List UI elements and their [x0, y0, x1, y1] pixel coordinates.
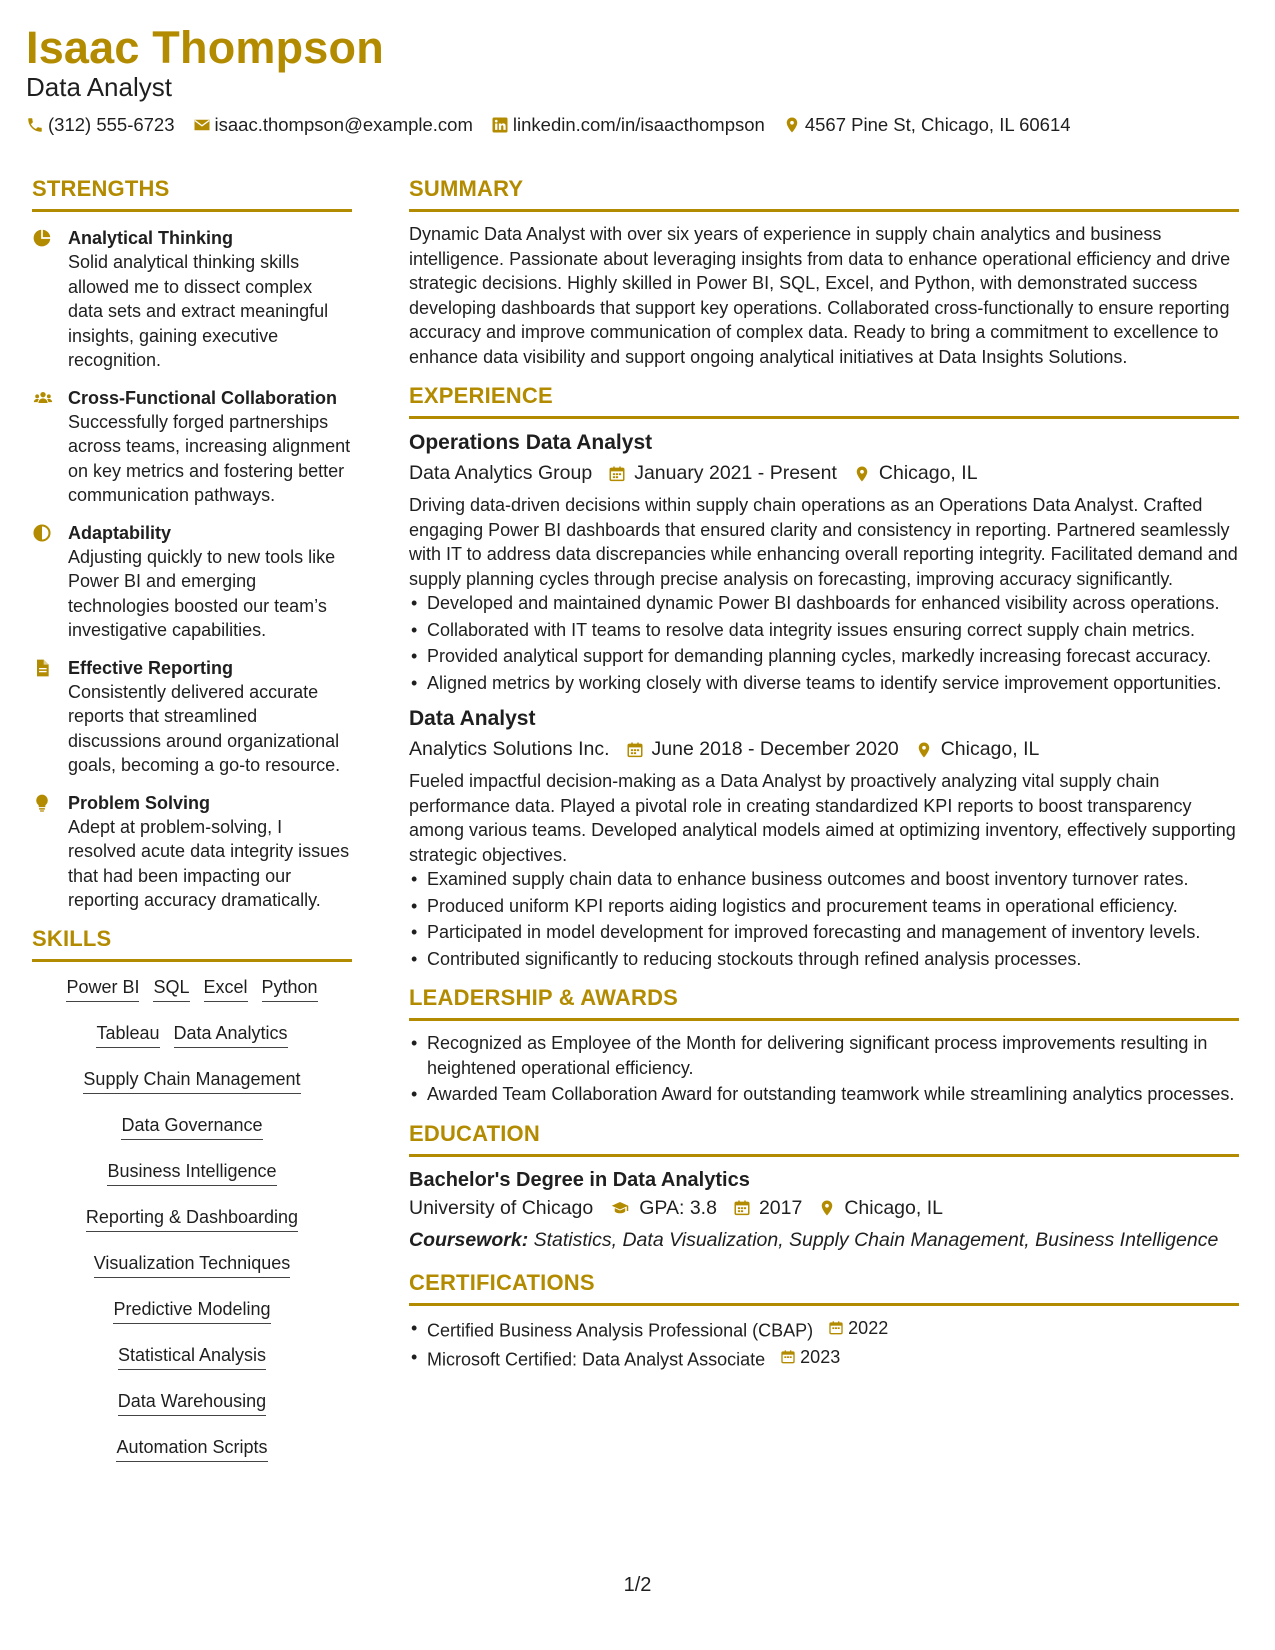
school-name: University of Chicago	[409, 1196, 594, 1219]
certification-year: 2023	[800, 1346, 841, 1367]
half-circle-icon	[32, 523, 52, 543]
summary-text: Dynamic Data Analyst with over six years of experience in supply chain analytics and business intelligence. Passionate about leveraging insights from data to enhance operational efficiency and drive strategic decisions. Highly skilled in Power BI, SQL, Excel, and Python, with demonstrated success developing dashboards that support key operations. Collaborated cross-functionally to ensure reporting accuracy and improve communication of complex data. Ready to bring a commitment to excellence to enhance data visibility and support ongoing analytical initiatives at Data Insights Solutions.	[409, 224, 1231, 367]
left-column	[32, 176, 352, 1482]
envelope-icon	[193, 116, 211, 134]
strengths-list	[32, 222, 352, 913]
skill-tag: Data Warehousing	[118, 1390, 266, 1416]
job-entry	[409, 705, 1239, 971]
award-item: • Recognized as Employee of the Month for delivering significant process improvements resulting in heightened operational efficiency.	[409, 1031, 1239, 1080]
job-bullet: • Produced uniform KPI reports aiding logistics and procurement teams in operational efficiency.	[409, 894, 1239, 919]
strength-desc: Adept at problem-solving, I resolved acute data integrity issues that had been impacting our reporting accuracy dramatically.	[68, 816, 350, 910]
contact-phone[interactable]	[26, 114, 175, 136]
skill-tag: Statistical Analysis	[118, 1344, 266, 1370]
linkedin-icon	[491, 116, 509, 134]
certifications-list	[409, 1316, 1239, 1372]
job-dates: January 2021 - Present	[634, 462, 837, 484]
pie-chart-icon	[32, 228, 52, 248]
coursework-label: Coursework:	[409, 1228, 529, 1251]
skill-tag: Python	[262, 976, 318, 1002]
strength-desc: Solid analytical thinking skills allowed me to dissect complex data sets and extract meaningful insights, gaining executive recognition.	[68, 252, 329, 370]
location-pin-icon	[915, 741, 933, 759]
skill-tag: Automation Scripts	[116, 1436, 267, 1462]
certification-name: Microsoft Certified: Data Analyst Associate	[427, 1349, 766, 1369]
job-title: Operations Data Analyst	[409, 431, 653, 454]
skill-row	[32, 1298, 352, 1324]
graduation-cap-icon	[609, 1199, 631, 1217]
skill-tag: Business Intelligence	[107, 1160, 276, 1186]
contact-address	[783, 114, 1071, 136]
job-dates: June 2018 - December 2020	[651, 738, 899, 760]
job-bullet: • Collaborated with IT teams to resolve data integrity issues ensuring correct supply chain metrics.	[409, 618, 1239, 643]
job-meta	[409, 738, 1239, 761]
skills-heading: SKILLS	[32, 926, 352, 962]
contact-linkedin[interactable]	[491, 114, 765, 136]
right-column	[409, 176, 1239, 1374]
skill-row	[32, 1114, 352, 1140]
phone-icon	[26, 116, 44, 134]
job-location: Chicago, IL	[940, 738, 1040, 760]
skill-tag: Data Analytics	[174, 1022, 288, 1048]
job-bullets	[409, 867, 1239, 971]
candidate-role: Data Analyst	[26, 72, 172, 102]
contact-bar	[26, 114, 1089, 136]
location-pin-icon	[853, 465, 871, 483]
skills-list	[32, 972, 352, 1462]
strength-item	[32, 791, 352, 913]
strength-title: Cross-Functional Collaboration	[68, 387, 338, 408]
education-heading: EDUCATION	[409, 1121, 1239, 1157]
strength-title: Adaptability	[68, 522, 172, 543]
email-text: isaac.thompson@example.com	[214, 114, 473, 135]
job-description: Fueled impactful decision-making as a Data Analyst by proactively analyzing vital supply chain performance data. Played a pivotal role in creating standardized KPI reports to boost transparency among various teams. Developed analytical models aimed at optimizing inventory, effectively supporting strategic objectives.	[409, 771, 1236, 865]
strength-item	[32, 226, 352, 373]
experience-heading: EXPERIENCE	[409, 383, 1239, 419]
strength-item	[32, 386, 352, 508]
job-title: Data Analyst	[409, 707, 536, 730]
skill-tag: Excel	[204, 976, 248, 1002]
job-bullets	[409, 591, 1239, 695]
job-bullet: • Contributed significantly to reducing stockouts through refined analysis processes.	[409, 947, 1239, 972]
skill-row	[32, 1160, 352, 1186]
summary-heading: SUMMARY	[409, 176, 1239, 212]
skill-row	[32, 1344, 352, 1370]
document-icon	[32, 658, 52, 678]
skill-row	[32, 1068, 352, 1094]
awards-list	[409, 1031, 1239, 1107]
certifications-heading: CERTIFICATIONS	[409, 1270, 1239, 1306]
lightbulb-icon	[32, 793, 52, 813]
skill-tag: Predictive Modeling	[113, 1298, 270, 1324]
skill-tag: Tableau	[96, 1022, 159, 1048]
job-bullet: • Developed and maintained dynamic Power BI dashboards for enhanced visibility across operations.	[409, 591, 1239, 616]
job-company: Analytics Solutions Inc.	[409, 738, 610, 760]
contact-email[interactable]	[193, 114, 473, 136]
skill-tag: Data Governance	[121, 1114, 262, 1140]
skill-tag: Visualization Techniques	[94, 1252, 290, 1278]
job-bullet: • Provided analytical support for demanding planning cycles, markedly increasing forecast accuracy.	[409, 644, 1239, 669]
skill-row	[32, 1252, 352, 1278]
certification-year: 2022	[848, 1318, 889, 1338]
strength-desc: Adjusting quickly to new tools like Power BI and emerging technologies boosted our team’s investigative capabilities.	[68, 546, 336, 640]
skill-tag: Power BI	[66, 976, 139, 1002]
job-company: Data Analytics Group	[409, 462, 593, 484]
strength-title: Problem Solving	[68, 792, 211, 813]
certification-item	[409, 1316, 1239, 1343]
skill-tag: Supply Chain Management	[83, 1068, 300, 1094]
candidate-name: Isaac Thompson	[26, 22, 384, 73]
job-bullet: • Aligned metrics by working closely with diverse teams to identify service improvement opportunities.	[409, 671, 1239, 696]
strength-desc: Consistently delivered accurate reports that streamlined discussions around organizational goals, becoming a go-to resource.	[68, 681, 341, 775]
skill-tag: Reporting & Dashboarding	[86, 1206, 298, 1232]
calendar-icon	[828, 1320, 844, 1336]
location-pin-icon	[818, 1199, 836, 1217]
gpa-text: GPA: 3.8	[639, 1196, 717, 1219]
skill-tag: SQL	[153, 976, 189, 1002]
awards-heading: LEADERSHIP & AWARDS	[409, 985, 1239, 1021]
strength-item	[32, 656, 352, 778]
skill-row	[32, 1022, 352, 1048]
skill-row	[32, 1436, 352, 1462]
strengths-heading: STRENGTHS	[32, 176, 352, 212]
job-bullet: • Participated in model development for improved forecasting and management of inventory levels.	[409, 920, 1239, 945]
certification-name: Certified Business Analysis Professional (CBAP)	[427, 1320, 814, 1341]
strength-desc: Successfully forged partnerships across teams, increasing alignment on key metrics and fostering better communication pathways.	[68, 411, 351, 505]
education-meta	[409, 1197, 1239, 1220]
award-item: • Awarded Team Collaboration Award for outstanding teamwork while streamlining analytics processes.	[409, 1082, 1239, 1107]
calendar-icon	[626, 741, 644, 759]
skill-row	[32, 1390, 352, 1416]
degree-title: Bachelor's Degree in Data Analytics	[409, 1168, 750, 1191]
skill-row	[32, 976, 352, 1002]
strength-title: Effective Reporting	[68, 657, 234, 678]
linkedin-text: linkedin.com/in/isaacthompson	[512, 114, 765, 135]
job-meta	[409, 462, 1239, 485]
coursework-text: Statistics, Data Visualization, Supply Chain Management, Business Intelligence	[533, 1228, 1219, 1251]
location-pin-icon	[783, 116, 801, 134]
phone-text: (312) 555-6723	[48, 114, 175, 135]
certification-item	[409, 1345, 1239, 1372]
job-entry	[409, 429, 1239, 695]
job-location: Chicago, IL	[878, 462, 978, 484]
graduation-year: 2017	[758, 1196, 803, 1219]
page-number: 1/2	[623, 1574, 652, 1596]
strength-title: Analytical Thinking	[68, 228, 234, 248]
job-description: Driving data-driven decisions within supply chain operations as an Operations Data Analyst. Crafted engaging Power BI dashboards that ensured clarity and consistency in reporting. Partnered seamlessly with IT to address data discrepancies while enhancing overall reporting integrity. Facilitated demand and supply planning cycles through precise analysis on forecasting, improving accuracy significantly.	[409, 495, 1238, 589]
calendar-icon	[608, 465, 626, 483]
education-location: Chicago, IL	[844, 1196, 943, 1219]
coursework	[409, 1228, 1239, 1253]
skill-row	[32, 1206, 352, 1232]
strength-item	[32, 521, 352, 643]
job-bullet: • Examined supply chain data to enhance business outcomes and boost inventory turnover rates.	[409, 867, 1239, 892]
calendar-icon	[780, 1349, 796, 1365]
users-icon	[32, 388, 54, 408]
calendar-icon	[733, 1199, 751, 1217]
address-text: 4567 Pine St, Chicago, IL 60614	[804, 114, 1071, 135]
